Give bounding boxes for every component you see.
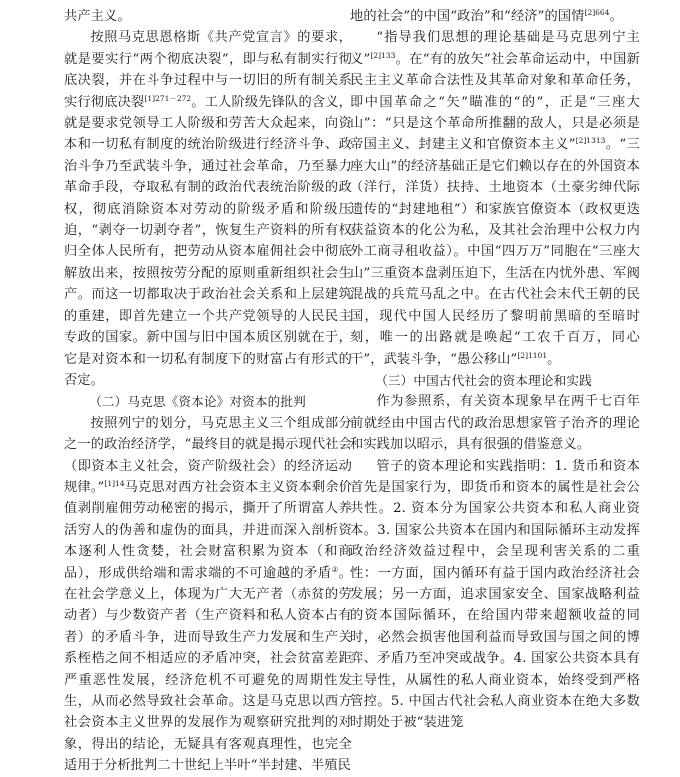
paragraph-continued [350,6,640,27]
paragraph-communist-manifesto [64,27,352,391]
text-run: 地的社会”的中国“政治”和“经济”的国情 [350,9,585,24]
citation-ref: [2]664 [584,8,610,17]
text-run: 。 [547,351,561,367]
text-run: 。在“有的放矢”社会革命运动中，中国新民主主义革命合法性及其革命对象和革命任务，即中国革命之“矢”瞄准的“的”，正是“三座大山”：“只是这个革命所推翻的敌人，只是必须是帝国主义、封建主义和官僚资本主义” [350,51,640,153]
left-column [64,6,352,777]
text-run: 按照马克思恩格斯《共产党宣言》的要求，就是要实行“两个彻底决裂”，即与私有制实行彻底决裂，并在斗争过程中与一切旧的所有制关系实行彻底决裂 [64,30,352,110]
text-run: “指导我们思想的理论基础是马克思列宁主义” [350,30,640,67]
citation-ref: [1]271－272 [144,93,192,103]
text-run: 。 [609,9,623,24]
footnote-marker: ② [331,564,339,574]
citation-ref: [2]1101 [517,350,548,360]
paragraph-continued [64,6,352,27]
paragraph-guanzi-theory: 管子的资本理论和实践指明：1. 货币和资本首先是国家行为，即货币和资本的属性是社会公共性。2. 资本分为国家公共资本和私人商业资本。3. 国家公共资本在国内和国际循环主动发挥政治经济效益过程中，会呈现利害关系的二重性：一方面，国内循环有益于国内政治经济社会发展；另一方面，追求国家安全、国家战略利益的资本国际循环，在给国内带来超额收益的同时，必然会损害他国利益而导致国与国之间的博弈、矛盾乃至冲突或战争。4. 国家公共资本具有主导性，从属性的私人商业资本，始终受到严格管控。5. 中国古代社会私人商业资本在绝大多数时期处于被“装进笼 [350,458,640,731]
section-heading-capital-critique: （二）马克思《资本论》对资本的批判 [89,394,306,410]
paragraph-political-economy [64,413,352,777]
section-heading-ancient-capital: （三）中国古代社会的资本理论和实践 [375,372,592,388]
text-run: 。在社会学意义上，体现为广大无产者（赤贫的劳动者）与少数资产者（生产资料和私人资本占有者）的矛盾斗争，进而导致生产力发展和生产关系桎梏之间不相适应的矛盾冲突，社会贫富差距严重恶性发展，经济危机不可避免的周期性发生，从而必然导致社会革命。这是马克思以西方社会资本主义世界的发展作为观察研究批判的对象，得出的结论，无疑具有客观真理性，也完全适用于分析批判二十世纪上半叶“半封建、半殖民 [64,565,352,774]
text-run: 。工人阶级先锋队的含义，就是要求党领导工人阶级和劳苦大众起来，向资本和一切私有制度的统治阶级进行经济斗争、政治斗争乃至武装斗争，通过社会革命，乃至暴力革命手段，夺取私有制的政治代表统治阶级的政权，彻底消除资本对劳动的阶级矛盾和阶级压迫，“剥夺一切剥夺者”，恢复生产资料的所有权归全体人民所有，把劳动从资本雇佣社会中彻底解放出来，按照按劳分配的原则重新组织社会生产。而这一切都取决于政治社会关系和上层建筑的重建，即首先建立一个共产党领导的人民民主专政的国家。新中国与旧中国本质区别就在于，它是对资本和一切私有制度下的财富占有形式的否定。 [64,94,352,388]
paragraph-three-mountains [350,27,640,370]
text-run: 。“三座大山”的经济基础正是它们赖以存在的外国资本（洋行，洋货）扶持、土地资本（土豪劣绅代际遗传的“封建地租”）和家族官僚资本（政权更迭获益资本的化公为私，及其社会治理中公权力内外工商寻租收益）。中国“四万万”同胞在“三座大山”三重资本盘剥压迫下，生活在内忧外患、军阀混战的兵荒马乱之中。在古代社会末代王朝的民国，现代中国人民经历了黎明前黑暗的至暗时刻，唯一的出路就是唤起“工农千百万，同心干”，武装斗争，“愚公移山” [350,137,640,367]
text-run: 按照列宁的划分，马克思主义三个组成部分之一的政治经济学，“最终目的就是揭示现代社会（即资本主义社会，资产阶级社会）的经济运动规律。” [64,415,352,495]
paragraph-reference-frame: 作为参照系，有关资本现象早在两千七百年前就经由中国古代的政治思想家管子治齐的理论和实践加以昭示，具有很强的借鉴意义。 [350,394,640,453]
citation-ref: [2]1313 [575,136,606,146]
text-run: 共产主义。 [64,9,131,24]
right-column [350,6,640,734]
text-run: 马克思对西方社会资本主义资本剩余价值剥削雇佣劳动秘密的揭示，撕开了所谓富人养活穷人的伪善和虚伪的面具，并进而深入剖析资本逐利人性贪婪，社会财富积累为资本（和商品），形成供给端和需求端的不可逾越的矛盾 [64,479,352,581]
citation-ref: [2]133 [370,50,396,60]
citation-ref: [1]14 [104,478,125,488]
